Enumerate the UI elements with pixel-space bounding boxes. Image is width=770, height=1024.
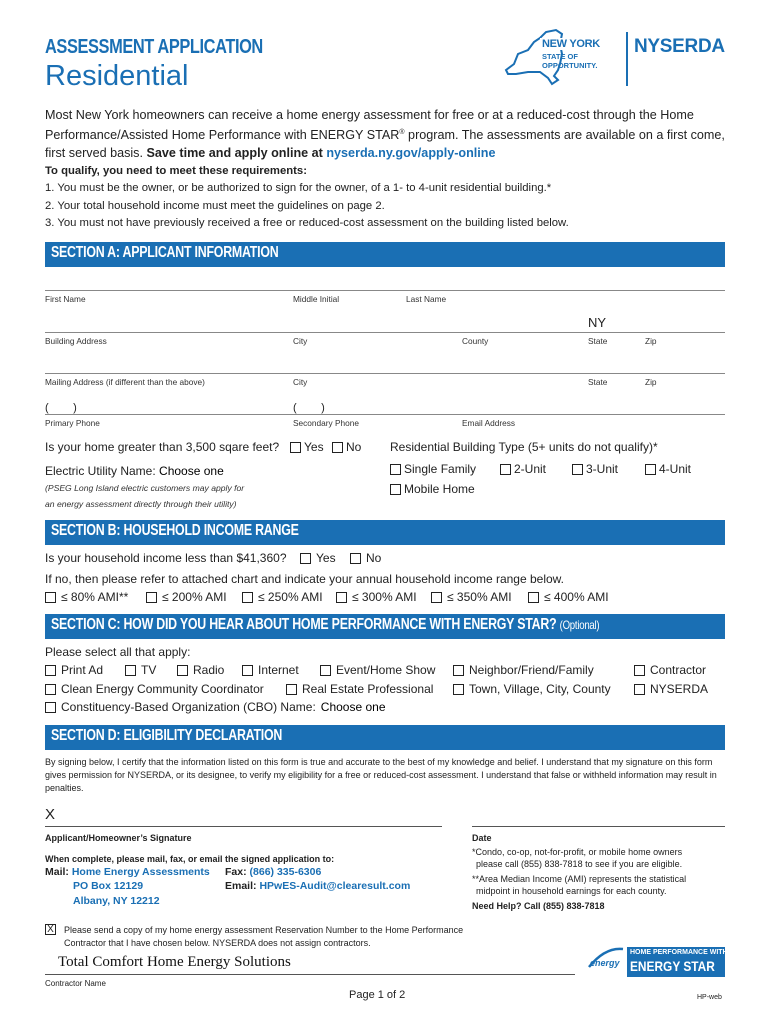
last-name-label: Last Name (406, 294, 447, 304)
mail-line-3: Albany, NY 12212 (73, 895, 160, 907)
signature-line[interactable] (45, 826, 442, 827)
reg-mark: ® (399, 129, 405, 136)
range-80-label: ≤ 80% AMI** (61, 590, 129, 604)
range-80-checkbox[interactable] (45, 592, 56, 603)
nyserda-checkbox[interactable] (634, 684, 645, 695)
signature-x: X (45, 806, 56, 823)
event-label: Event/Home Show (336, 663, 436, 677)
energy-star-swoosh-icon (587, 945, 625, 977)
section-d-header (45, 725, 725, 750)
name-line (45, 290, 725, 291)
email-contact-value[interactable]: HPwES-Audit@clearesult.com (259, 880, 411, 892)
pseg-note-2: an energy assessment directly through their utility) (45, 499, 237, 509)
mail-line-1: Home Energy Assessments (71, 866, 210, 878)
state-label: State (588, 336, 608, 346)
secondary-phone-paren[interactable]: ( ) (293, 402, 325, 414)
type-single-family[interactable] (390, 462, 476, 476)
requirements-title: To qualify, you need to meet these requirements: (45, 165, 307, 177)
source-internet[interactable] (242, 663, 299, 677)
cbo-select[interactable]: Choose one (320, 700, 386, 714)
es-top-text: HOME PERFORMANCE WITH (630, 949, 728, 956)
form-title: ASSESSMENT APPLICATION (45, 36, 263, 58)
requirement-3: 3. You must not have previously received a free or reduced-cost assessment on the building listed below. (45, 217, 569, 229)
range-300[interactable] (336, 590, 417, 604)
2-unit-label: 2-Unit (514, 462, 547, 476)
intro-text-1: Most New York homeowners can receive a home energy assessment for free or at a reduced-cost through the Home Performance/Assisted Home Performance with ENERGY STAR (45, 108, 694, 143)
copy-checkbox[interactable]: X (45, 924, 56, 935)
source-town[interactable] (453, 682, 611, 696)
contractor-label: Contractor Name (45, 979, 106, 988)
note-2a: **Area Median Income (AMI) represents the statistical (472, 874, 687, 884)
date-label: Date (472, 833, 492, 843)
logo-line-1: NEW YORK (542, 38, 600, 50)
section-a-title: SECTION A: APPLICANT INFORMATION (51, 244, 279, 261)
range-300-checkbox[interactable] (336, 592, 347, 603)
requirement-1: 1. You must be the owner, or be authorized to sign for the owner, of a 1- to 4-unit residential building.* (45, 182, 552, 194)
type-2-unit[interactable] (500, 462, 546, 476)
range-250-label: ≤ 250% AMI (258, 590, 323, 604)
town-label: Town, Village, City, County (469, 682, 611, 696)
print-ad-label: Print Ad (61, 663, 104, 677)
mailing-address-label: Mailing Address (if different than the above) (45, 377, 205, 387)
logo-line-3: OPPORTUNITY. (542, 61, 598, 70)
phone-line (45, 414, 725, 415)
contractor-value[interactable]: Total Comfort Home Energy Solutions (58, 954, 291, 970)
declaration-text: By signing below, I certify that the information listed on this form is true and accurate to the best of my knowledge and belief. I understand that my signature on this form gives permission for NYSERDA, or its designee, to verify my eligibility for a free or reduced-cost assessment. I understand that false or withheld information may result in penalties. (45, 757, 717, 793)
select-prompt: Please select all that apply: (45, 645, 191, 659)
range-200-checkbox[interactable] (146, 592, 157, 603)
print-ad-checkbox[interactable] (45, 665, 56, 676)
sqft-no-option[interactable] (332, 440, 361, 454)
real-estate-checkbox[interactable] (286, 684, 297, 695)
contractor-line (45, 974, 575, 975)
address-line (45, 332, 725, 333)
4-unit-label: 4-Unit (659, 462, 692, 476)
sqft-yes-label: Yes (304, 440, 324, 454)
radio-label: Radio (193, 663, 225, 677)
building-address-label: Building Address (45, 336, 107, 346)
section-c-optional: (Optional) (559, 618, 600, 632)
state-value[interactable]: NY (588, 315, 607, 330)
primary-phone-paren[interactable]: ( ) (45, 402, 77, 414)
sqft-yes-option[interactable] (290, 440, 324, 454)
2-unit-checkbox[interactable] (500, 464, 511, 475)
mail-instructions: When complete, please mail, fax, or email the signed application to: (45, 854, 335, 864)
intro-text-2: program. The assessments are available on a first come, first served basis. (45, 128, 725, 161)
section-c-title (51, 616, 599, 634)
range-250-checkbox[interactable] (242, 592, 253, 603)
sqft-question: Is your home greater than 3,500 sqare feet? (45, 440, 280, 454)
copy-text-2: Contractor that I have chosen below. NYSERDA does not assign contractors. (64, 938, 371, 948)
section-b-header (45, 520, 725, 545)
form-subtitle: Residential (45, 60, 189, 92)
secondary-phone-label: Secondary Phone (293, 418, 359, 428)
sqft-no-checkbox[interactable] (332, 442, 343, 453)
mail-block (45, 866, 210, 878)
logo-line-2: STATE OF (542, 52, 578, 61)
3-unit-checkbox[interactable] (572, 464, 583, 475)
email-label: Email Address (462, 418, 516, 428)
source-tv[interactable] (125, 663, 156, 677)
nys-logo (500, 24, 625, 86)
utility-label (45, 464, 224, 478)
tv-label: TV (141, 663, 157, 677)
county-label: County (462, 336, 489, 346)
range-400-checkbox[interactable] (528, 592, 539, 603)
mailing-line (45, 373, 725, 374)
source-radio[interactable] (177, 663, 224, 677)
es-bottom-text: ENERGY STAR (630, 958, 715, 974)
note-1b: please call (855) 838-7818 to see if you are eligible. (476, 859, 683, 869)
building-type-question: Residential Building Type (5+ units do not qualify)* (390, 440, 658, 454)
energy-star-logo (587, 945, 728, 977)
income-no-checkbox[interactable] (350, 553, 361, 564)
mobile-home-checkbox[interactable] (390, 484, 401, 495)
income-followup: If no, then please refer to attached chart and indicate your annual household income range below. (45, 572, 565, 586)
section-c-header (45, 614, 725, 639)
range-400-label: ≤ 400% AMI (544, 590, 609, 604)
utility-label-text: Electric Utility Name: (45, 464, 156, 478)
clean-energy-label: Clean Energy Community Coordinator (61, 682, 264, 696)
source-contractor[interactable] (634, 663, 706, 677)
internet-label: Internet (258, 663, 299, 677)
city-label: City (293, 336, 308, 346)
internet-checkbox[interactable] (242, 665, 253, 676)
fax-value: (866) 335-6306 (249, 866, 322, 878)
section-b-title: SECTION B: HOUSEHOLD INCOME RANGE (51, 522, 299, 539)
range-250[interactable] (242, 590, 323, 604)
3-unit-label: 3-Unit (586, 462, 619, 476)
energy-script: energy (590, 958, 620, 968)
nyserda-logo: NYSERDA (634, 36, 725, 57)
cbo-checkbox[interactable] (45, 702, 56, 713)
pseg-note-1: (PSEG Long Island electric customers may apply for (45, 483, 245, 493)
section-a-header (45, 242, 725, 267)
email-contact-label: Email: (225, 880, 257, 892)
clean-energy-checkbox[interactable] (45, 684, 56, 695)
section-c-title-text: SECTION C: HOW DID YOU HEAR ABOUT HOME PERFORMANCE WITH ENERGY STAR? (51, 616, 557, 633)
intro-paragraph (45, 106, 725, 162)
date-line[interactable] (472, 826, 725, 827)
type-3-unit[interactable] (572, 462, 618, 476)
note-2b: midpoint in household earnings for each county. (476, 886, 667, 896)
range-400[interactable] (528, 590, 609, 604)
form-code: HP-web (697, 994, 722, 1001)
contractor-label: Contractor (650, 663, 707, 677)
email-block (225, 880, 410, 892)
range-350[interactable] (431, 590, 512, 604)
neighbor-label: Neighbor/Friend/Family (469, 663, 594, 677)
energy-star-box (627, 947, 728, 977)
income-no-option[interactable] (350, 551, 381, 565)
type-mobile-home[interactable] (390, 482, 475, 496)
sqft-no-label: No (346, 440, 362, 454)
type-4-unit[interactable] (645, 462, 691, 476)
source-neighbor[interactable] (453, 663, 594, 677)
signature-label: Applicant/Homeowner’s Signature (45, 833, 192, 843)
range-80[interactable] (45, 590, 128, 604)
range-350-checkbox[interactable] (431, 592, 442, 603)
utility-select[interactable]: Choose one (159, 464, 224, 478)
middle-initial-label: Middle Initial (293, 294, 340, 304)
first-name-label: First Name (45, 294, 86, 304)
range-200[interactable] (146, 590, 227, 604)
source-cbo[interactable] (45, 700, 386, 714)
apply-online-link[interactable]: nyserda.ny.gov/apply-online (326, 146, 496, 161)
range-300-label: ≤ 300% AMI (352, 590, 417, 604)
section-d-title: SECTION D: ELIGIBILITY DECLARATION (51, 727, 283, 744)
range-350-label: ≤ 350% AMI (447, 590, 512, 604)
income-no-label: No (366, 551, 382, 565)
income-question: Is your household income less than $41,360? (45, 551, 287, 565)
cbo-label: Constituency-Based Organization (CBO) Name: (61, 700, 316, 714)
range-200-label: ≤ 200% AMI (162, 590, 227, 604)
help-line: Need Help? Call (855) 838-7818 (472, 901, 605, 911)
source-print-ad[interactable] (45, 663, 103, 677)
fax-label: Fax: (225, 866, 247, 878)
primary-phone-label: Primary Phone (45, 418, 100, 428)
single-family-label: Single Family (404, 462, 477, 476)
copy-text-1: Please send a copy of my home energy assessment Reservation Number to the Home Performance (64, 925, 464, 935)
mobile-home-label: Mobile Home (404, 482, 475, 496)
income-yes-option[interactable] (300, 551, 336, 565)
source-real-estate[interactable] (286, 682, 433, 696)
source-nyserda[interactable] (634, 682, 708, 696)
mailing-city-label: City (293, 377, 308, 387)
mailing-state-label: State (588, 377, 608, 387)
mail-line-2: PO Box 12129 (73, 880, 144, 892)
tv-checkbox[interactable] (125, 665, 136, 676)
income-yes-checkbox[interactable] (300, 553, 311, 564)
neighbor-checkbox[interactable] (453, 665, 464, 676)
contractor-checkbox[interactable] (634, 665, 645, 676)
source-event[interactable] (320, 663, 435, 677)
note-1a: *Condo, co-op, not-for-profit, or mobile home owners (472, 847, 683, 857)
sqft-yes-checkbox[interactable] (290, 442, 301, 453)
mail-label: Mail: (45, 866, 69, 878)
requirement-2: 2. Your total household income must meet the guidelines on page 2. (45, 200, 385, 212)
source-clean-energy[interactable] (45, 682, 264, 696)
mailing-zip-label: Zip (645, 377, 657, 387)
fax-block (225, 866, 321, 878)
event-checkbox[interactable] (320, 665, 331, 676)
intro-bold: Save time and apply online at (146, 146, 327, 161)
nyserda-label: NYSERDA (650, 682, 709, 696)
town-checkbox[interactable] (453, 684, 464, 695)
real-estate-label: Real Estate Professional (302, 682, 434, 696)
page-number: Page 1 of 2 (349, 989, 406, 1001)
logo-divider (626, 32, 628, 86)
income-yes-label: Yes (316, 551, 336, 565)
zip-label: Zip (645, 336, 657, 346)
radio-checkbox[interactable] (177, 665, 188, 676)
single-family-checkbox[interactable] (390, 464, 401, 475)
4-unit-checkbox[interactable] (645, 464, 656, 475)
